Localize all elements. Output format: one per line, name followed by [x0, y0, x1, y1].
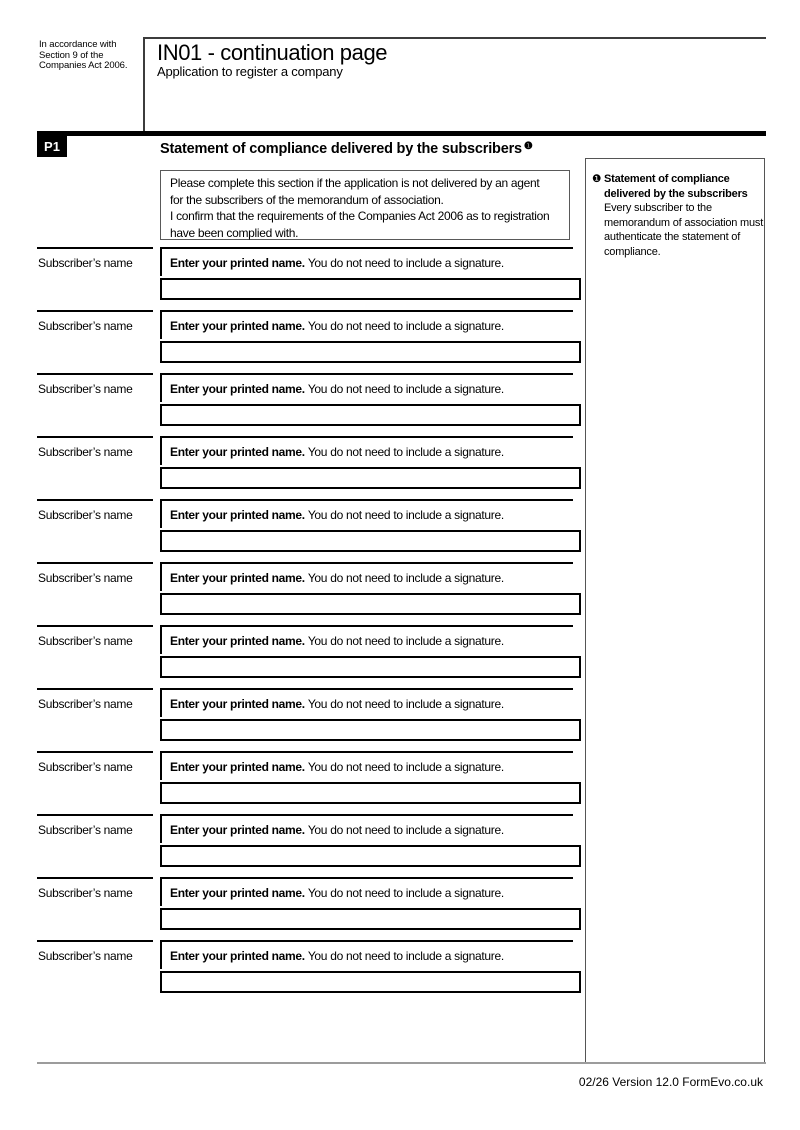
row-rule-left — [37, 877, 153, 879]
row-rule-left — [37, 940, 153, 942]
row-column-divider — [160, 814, 162, 843]
row-rule-left — [37, 751, 153, 753]
instruction-regular-text: You do not need to include a signature. — [307, 571, 504, 585]
subscriber-name-label: Subscriber’s name — [38, 571, 133, 585]
row-instruction — [170, 382, 504, 396]
row-rule-right — [160, 562, 573, 564]
subscriber-name-input[interactable] — [160, 908, 581, 930]
instruction-regular-text: You do not need to include a signature. — [307, 445, 504, 459]
subscriber-row — [37, 814, 573, 877]
instruction-regular-text: You do not need to include a signature. — [307, 382, 504, 396]
instruction-regular-text: You do not need to include a signature. — [307, 319, 504, 333]
subscriber-name-input[interactable] — [160, 341, 581, 363]
row-column-divider — [160, 940, 162, 969]
row-rule-left — [37, 247, 153, 249]
row-instruction — [170, 508, 504, 522]
row-column-divider — [160, 247, 162, 276]
subscriber-row — [37, 877, 573, 940]
row-rule-right — [160, 940, 573, 942]
guidance-body-line: Every subscriber to the — [604, 202, 712, 214]
instruction-bold-text: Enter your printed name. — [170, 508, 305, 522]
row-rule-left — [37, 814, 153, 816]
subscriber-row — [37, 373, 573, 436]
row-column-divider — [160, 751, 162, 780]
row-column-divider — [160, 310, 162, 339]
instruction-bold-text: Enter your printed name. — [170, 697, 305, 711]
guidance-body-line: authenticate the statement of — [604, 231, 741, 243]
row-rule-right — [160, 751, 573, 753]
subscriber-row — [37, 688, 573, 751]
instruction-bold-text: Enter your printed name. — [170, 382, 305, 396]
row-rule-left — [37, 310, 153, 312]
form-subtitle: Application to register a company — [157, 64, 343, 79]
subscriber-name-input[interactable] — [160, 845, 581, 867]
instruction-bold-text: Enter your printed name. — [170, 319, 305, 333]
subscriber-name-label: Subscriber’s name — [38, 256, 133, 270]
subscriber-row — [37, 940, 573, 1003]
row-column-divider — [160, 436, 162, 465]
row-instruction — [170, 949, 504, 963]
legal-reference-line: Section 9 of the — [39, 49, 104, 61]
guidance-note — [592, 172, 764, 259]
subscriber-name-label: Subscriber’s name — [38, 823, 133, 837]
footer-version-text: 02/26 Version 12.0 FormEvo.co.uk — [578, 1075, 763, 1089]
row-instruction — [170, 886, 504, 900]
guidance-body-line: memorandum of association must — [604, 216, 764, 229]
header-vertical-rule — [143, 37, 145, 131]
section-title-text: Statement of compliance delivered by the subscribers — [160, 141, 522, 157]
subscriber-name-label: Subscriber’s name — [38, 445, 133, 459]
intro-line: Please complete this section if the application is not delivered by an agent — [170, 176, 540, 190]
intro-note-box — [160, 170, 570, 240]
instruction-bold-text: Enter your printed name. — [170, 445, 305, 459]
subscriber-name-input[interactable] — [160, 530, 581, 552]
row-rule-left — [37, 436, 153, 438]
row-instruction — [170, 571, 504, 585]
instruction-regular-text: You do not need to include a signature. — [307, 949, 504, 963]
instruction-regular-text: You do not need to include a signature. — [307, 760, 504, 774]
form-title: IN01 - continuation page — [157, 40, 388, 65]
subscriber-name-input[interactable] — [160, 404, 581, 426]
row-rule-right — [160, 499, 573, 501]
subscriber-name-input[interactable] — [160, 278, 581, 300]
subscriber-name-input[interactable] — [160, 782, 581, 804]
subscriber-name-input[interactable] — [160, 656, 581, 678]
legal-reference-line: Companies Act 2006. — [39, 60, 128, 71]
subscriber-row — [37, 436, 573, 499]
subscriber-row — [37, 310, 573, 373]
section-divider-bar — [37, 131, 766, 136]
row-rule-left — [37, 625, 153, 627]
guidance-sidebar — [585, 158, 765, 1063]
subscriber-name-label: Subscriber’s name — [38, 634, 133, 648]
row-rule-right — [160, 625, 573, 627]
instruction-regular-text: You do not need to include a signature. — [307, 697, 504, 711]
subscriber-name-label: Subscriber’s name — [38, 886, 133, 900]
subscriber-row — [37, 625, 573, 688]
subscriber-row — [37, 247, 573, 310]
subscriber-name-input[interactable] — [160, 719, 581, 741]
row-column-divider — [160, 625, 162, 654]
subscriber-rows — [37, 247, 573, 1003]
row-rule-right — [160, 310, 573, 312]
row-rule-left — [37, 562, 153, 564]
intro-line: have been complied with. — [170, 225, 299, 240]
instruction-regular-text: You do not need to include a signature. — [307, 256, 504, 270]
row-column-divider — [160, 877, 162, 906]
subscriber-name-input[interactable] — [160, 467, 581, 489]
guidance-body-line: compliance. — [604, 245, 661, 258]
footer-rule — [37, 1062, 766, 1064]
instruction-regular-text: You do not need to include a signature. — [307, 634, 504, 648]
instruction-bold-text: Enter your printed name. — [170, 823, 305, 837]
subscriber-name-label: Subscriber’s name — [38, 319, 133, 333]
row-instruction — [170, 697, 504, 711]
footnote-marker-icon: ❶ — [523, 141, 533, 152]
row-rule-left — [37, 499, 153, 501]
row-column-divider — [160, 688, 162, 717]
subscriber-row — [37, 751, 573, 814]
row-rule-right — [160, 688, 573, 690]
row-rule-right — [160, 247, 573, 249]
row-instruction — [170, 319, 504, 333]
footnote-marker-icon: ❶ — [592, 173, 602, 185]
subscriber-name-input[interactable] — [160, 971, 581, 993]
row-column-divider — [160, 373, 162, 402]
row-instruction — [170, 823, 504, 837]
row-rule-right — [160, 373, 573, 375]
instruction-regular-text: You do not need to include a signature. — [307, 508, 504, 522]
instruction-bold-text: Enter your printed name. — [170, 949, 305, 963]
intro-line: I confirm that the requirements of the Companies Act 2006 as to registration — [170, 209, 550, 223]
instruction-bold-text: Enter your printed name. — [170, 256, 305, 270]
subscriber-row — [37, 562, 573, 625]
row-column-divider — [160, 499, 162, 528]
row-rule-right — [160, 877, 573, 879]
row-instruction — [170, 634, 504, 648]
instruction-bold-text: Enter your printed name. — [170, 886, 305, 900]
instruction-regular-text: You do not need to include a signature. — [307, 886, 504, 900]
instruction-regular-text: You do not need to include a signature. — [307, 823, 504, 837]
subscriber-name-label: Subscriber’s name — [38, 508, 133, 522]
page-number-badge: P1 — [37, 136, 67, 157]
subscriber-name-label: Subscriber’s name — [38, 697, 133, 711]
subscriber-row — [37, 499, 573, 562]
section-title — [160, 141, 533, 157]
header-top-rule — [143, 37, 766, 39]
row-rule-left — [37, 373, 153, 375]
row-rule-right — [160, 814, 573, 816]
instruction-bold-text: Enter your printed name. — [170, 634, 305, 648]
subscriber-name-input[interactable] — [160, 593, 581, 615]
intro-line: for the subscribers of the memorandum of association. — [170, 192, 444, 207]
row-instruction — [170, 256, 504, 270]
instruction-bold-text: Enter your printed name. — [170, 760, 305, 774]
row-rule-left — [37, 688, 153, 690]
legal-reference-line: In accordance with — [39, 39, 117, 50]
row-rule-right — [160, 436, 573, 438]
row-instruction — [170, 445, 504, 459]
instruction-bold-text: Enter your printed name. — [170, 571, 305, 585]
row-column-divider — [160, 562, 162, 591]
subscriber-name-label: Subscriber’s name — [38, 760, 133, 774]
subscriber-name-label: Subscriber’s name — [38, 382, 133, 396]
guidance-title-line: delivered by the subscribers — [604, 187, 748, 200]
legal-reference — [39, 40, 127, 72]
row-instruction — [170, 760, 504, 774]
guidance-title-line: Statement of compliance — [604, 173, 730, 185]
subscriber-name-label: Subscriber’s name — [38, 949, 133, 963]
